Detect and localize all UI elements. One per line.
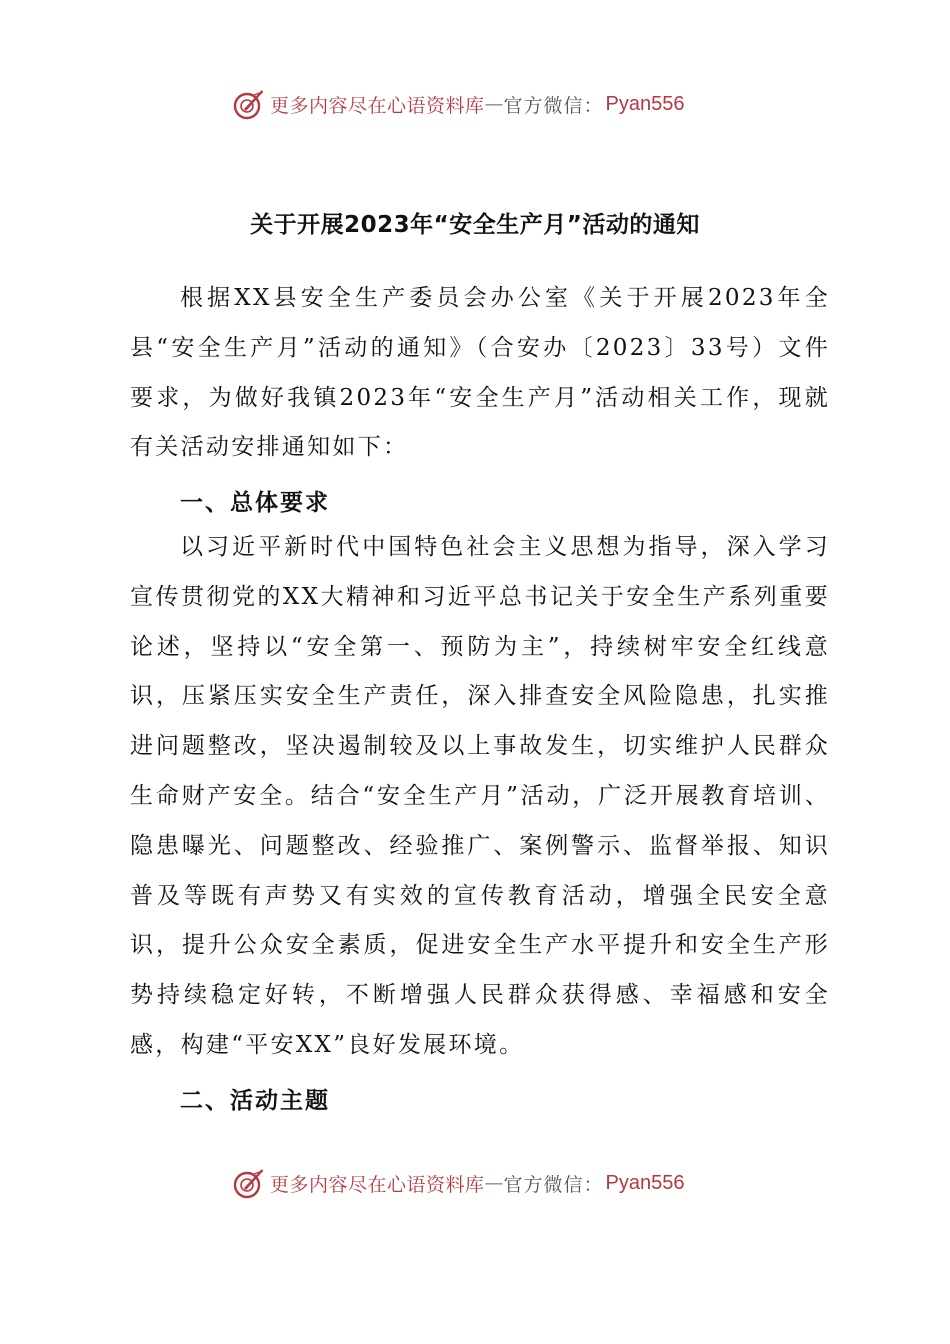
- intro-paragraph: 根据XX县安全生产委员会办公室《关于开展2023年全县“安全生产月”活动的通知》（合安办〔2023〕33号）文件要求，为做好我镇2023年“安全生产月”活动相关工作，现就有关活动安排通知如下：: [130, 285, 830, 461]
- quill-logo-icon: [232, 1166, 266, 1200]
- banner-wechat-label: 官方微信：: [503, 94, 604, 117]
- document-title: 关于开展2023年“安全生产月”活动的通知: [250, 212, 700, 238]
- banner-brand-text: 更多内容尽在心语资料库: [270, 1173, 485, 1196]
- banner-wechat-id: Pyan556: [605, 1171, 685, 1194]
- header-banner: [232, 84, 685, 124]
- section-2-heading: 二、活动主题: [180, 1088, 330, 1114]
- banner-wechat-id: Pyan556: [605, 92, 685, 115]
- section-1-heading: 一、总体要求: [180, 490, 330, 516]
- section-1-paragraph: 以习近平新时代中国特色社会主义思想为指导，深入学习宣传贯彻党的XX大精神和习近平总书记关于安全生产系列重要论述，坚持以“安全第一、预防为主”，持续树牢安全红线意识，压紧压实安全生产责任，深入排查安全风险隐患，扎实推进问题整改，坚决遏制较及以上事故发生，切实维护人民群众生命财产安全。结合“安全生产月”活动，广泛开展教育培训、隐患曝光、问题整改、经验推广、案例警示、监督举报、知识普及等既有声势又有实效的宣传教育活动，增强全民安全意识，提升公众安全素质，促进安全生产水平提升和安全生产形势持续稳定好转，不断增强人民群众获得感、幸福感和安全感，构建“平安XX”良好发展环境。: [130, 534, 830, 1058]
- quill-logo-icon: [232, 87, 266, 121]
- banner-wechat-label: 官方微信：: [503, 1173, 604, 1196]
- footer-banner: [232, 1163, 685, 1203]
- banner-brand-text: 更多内容尽在心语资料库: [270, 94, 485, 117]
- banner-separator: —: [484, 93, 504, 115]
- banner-separator: —: [484, 1172, 504, 1194]
